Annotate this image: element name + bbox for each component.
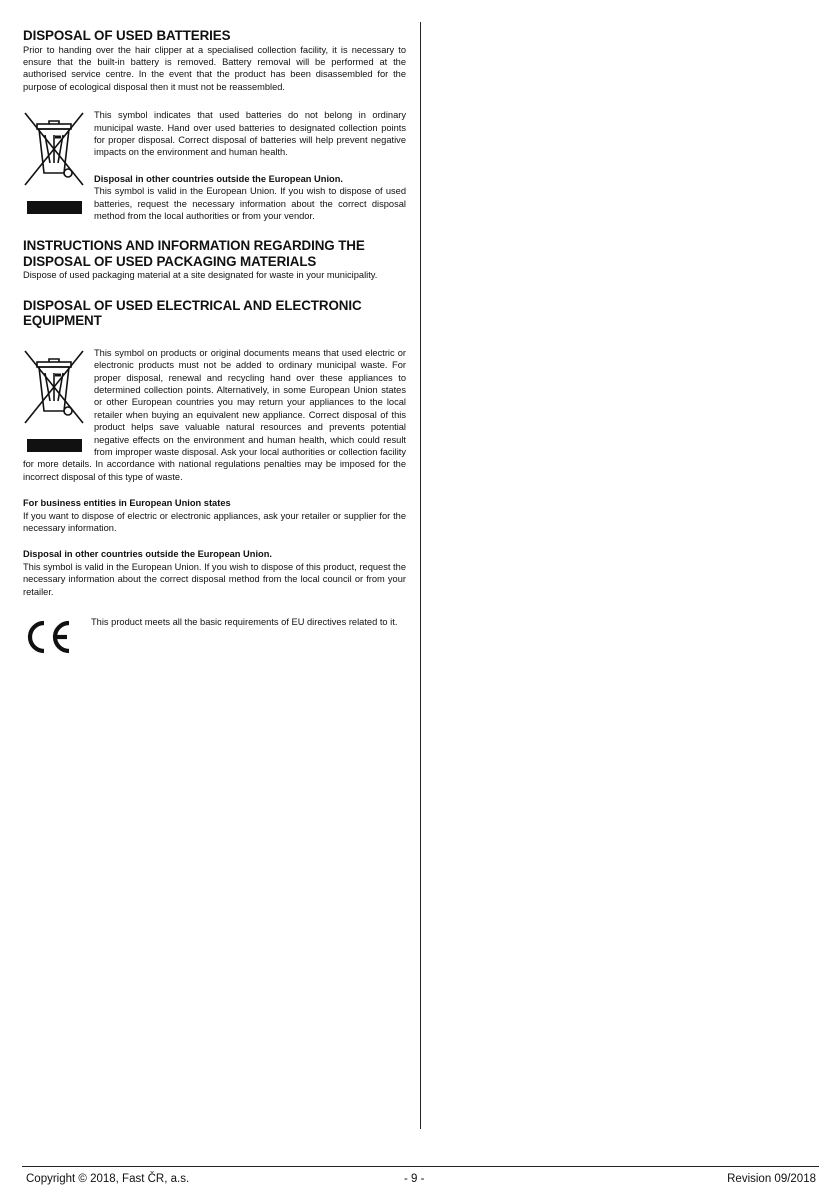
weee-symbol: [23, 349, 89, 452]
batteries-outside-eu-text: This symbol is valid in the European Union. If you wish to dispose of used batteries, request the necessary information about the correct disposal method from the local authorities or from your vendor.: [94, 186, 406, 221]
page-number: - 9 -: [404, 1173, 425, 1185]
packaging-heading-line2: DISPOSAL OF USED PACKAGING MATERIALS: [23, 253, 317, 269]
packaging-section: [23, 238, 406, 281]
ce-mark-icon: [23, 620, 73, 654]
packaging-heading-line1: INSTRUCTIONS AND INFORMATION REGARDING THE: [23, 238, 365, 254]
crossed-out-wheelie-bin-icon: [23, 349, 85, 425]
crossed-out-wheelie-bin-icon: [23, 111, 85, 187]
weee-text: This symbol on products or original documents means that used electric or electronic products must not be added to ordinary municipal waste. For proper disposal, renewal and recycling hand over these appliances to determined collection points. Alternatively, in some European Union states or other European countries you may return your appliances to the local retailer when buying an equivalent new appliance. Correct disposal of this product helps save valuable natural resources and prevents potential negative effects on the environment and human health, which could result from improper waste disposal. Ask your local authorities or collection facility for more details. In accordance with national regulations penalties may be imposed for the incorrect disposal of this type of waste.: [23, 347, 406, 482]
batteries-intro: Prior to handing over the hair clipper at a specialised collection facility, it is necessary to ensure that the built-in battery is removed. Battery removal will be performed at the authorised service centre. In the event that the product has been disassembled for the purpose of ecological disposal then it must not be reassembled.: [23, 44, 406, 92]
ce-section: [23, 616, 406, 666]
left-column: [23, 28, 406, 666]
weee-symbol-block: [23, 347, 406, 483]
weee-outside-eu-heading: Disposal in other countries outside the European Union.: [23, 549, 272, 560]
ce-text: This product meets all the basic requirements of EU directives related to it.: [91, 617, 398, 628]
weee-outside-eu-text: This symbol is valid in the European Union. If you wish to dispose of this product, request the necessary information about the correct disposal method from the local council or from your retailer.: [23, 561, 406, 597]
weee-business-heading: For business entities in European Union states: [23, 498, 231, 509]
batteries-outside-eu-heading: Disposal in other countries outside the European Union.: [94, 173, 343, 184]
packaging-text: Dispose of used packaging material at a site designated for waste in your municipality.: [23, 270, 378, 281]
batteries-symbol-text: This symbol indicates that used batteries do not belong in ordinary municipal waste. Hand over used batteries to designated collection points for proper disposal. Correct disposal of batteries will help prevent negative impacts on the environment and human health.: [94, 110, 406, 158]
batteries-symbol-block: [23, 109, 406, 222]
batteries-heading: DISPOSAL OF USED BATTERIES: [23, 28, 231, 43]
weee-heading-line2: EQUIPMENT: [23, 313, 102, 329]
black-bar-marker: [27, 439, 82, 452]
footer-copyright: Copyright © 2018, Fast ČR, a.s.: [26, 1173, 190, 1185]
column-divider: [420, 22, 421, 1129]
footer-revision: Revision 09/2018: [727, 1173, 816, 1185]
batteries-symbol: [23, 111, 89, 214]
weee-business-text: If you want to dispose of electric or electronic appliances, ask your retailer or supplier for the necessary information.: [23, 510, 406, 534]
weee-section: [23, 298, 406, 598]
black-bar-marker: [27, 201, 82, 214]
weee-heading-line1: DISPOSAL OF USED ELECTRICAL AND ELECTRONIC: [23, 297, 362, 313]
footer-rule: [22, 1166, 819, 1167]
